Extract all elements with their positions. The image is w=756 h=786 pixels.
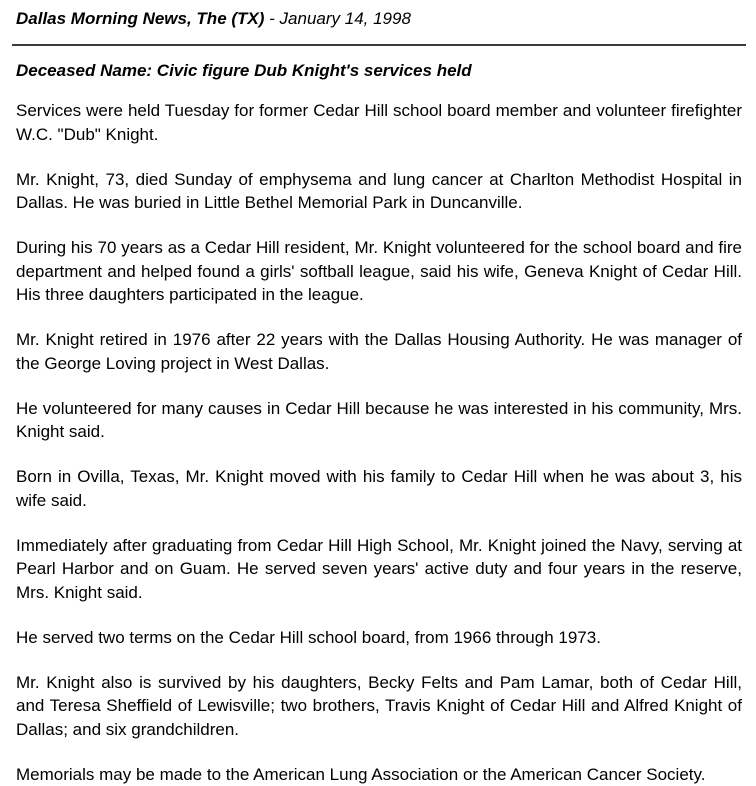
article-paragraph: Born in Ovilla, Texas, Mr. Knight moved with his family to Cedar Hill when he was about 3, his wife said. [16,465,742,512]
header-separator: - [264,9,279,28]
publication-name: Dallas Morning News, The (TX) [16,9,264,28]
article-paragraph: Mr. Knight also is survived by his daughters, Becky Felts and Pam Lamar, both of Cedar Hill, and Teresa Sheffield of Lewisville; two brothers, Travis Knight of Cedar Hill and Alfred Knight of Dallas; and six grandchildren. [16,671,742,742]
article-paragraph: Mr. Knight, 73, died Sunday of emphysema and lung cancer at Charlton Methodist Hospital in Dallas. He was buried in Little Bethel Memorial Park in Duncanville. [16,168,742,215]
article-headline: Deceased Name: Civic figure Dub Knight's services held [16,61,472,81]
article-paragraph: During his 70 years as a Cedar Hill resident, Mr. Knight volunteered for the school board and fire department and helped found a girls' softball league, said his wife, Geneva Knight of Cedar Hill. His three daughters participated in the league. [16,236,742,307]
article-paragraph: Memorials may be made to the American Lung Association or the American Cancer Society. [16,763,742,786]
article-paragraph: He served two terms on the Cedar Hill school board, from 1966 through 1973. [16,626,742,650]
article-paragraph: Immediately after graduating from Cedar Hill High School, Mr. Knight joined the Navy, serving at Pearl Harbor and on Guam. He served seven years' active duty and four years in the reserve, Mrs. Knight said. [16,534,742,605]
article-paragraph: Mr. Knight retired in 1976 after 22 years with the Dallas Housing Authority. He was manager of the George Loving project in West Dallas. [16,328,742,375]
article-body [16,99,742,786]
article-paragraph: Services were held Tuesday for former Cedar Hill school board member and volunteer firefighter W.C. "Dub" Knight. [16,99,742,146]
publication-date: January 14, 1998 [280,9,411,28]
article-paragraph: He volunteered for many causes in Cedar Hill because he was interested in his community, Mrs. Knight said. [16,397,742,444]
publication-header [16,9,411,29]
header-divider [12,44,746,46]
